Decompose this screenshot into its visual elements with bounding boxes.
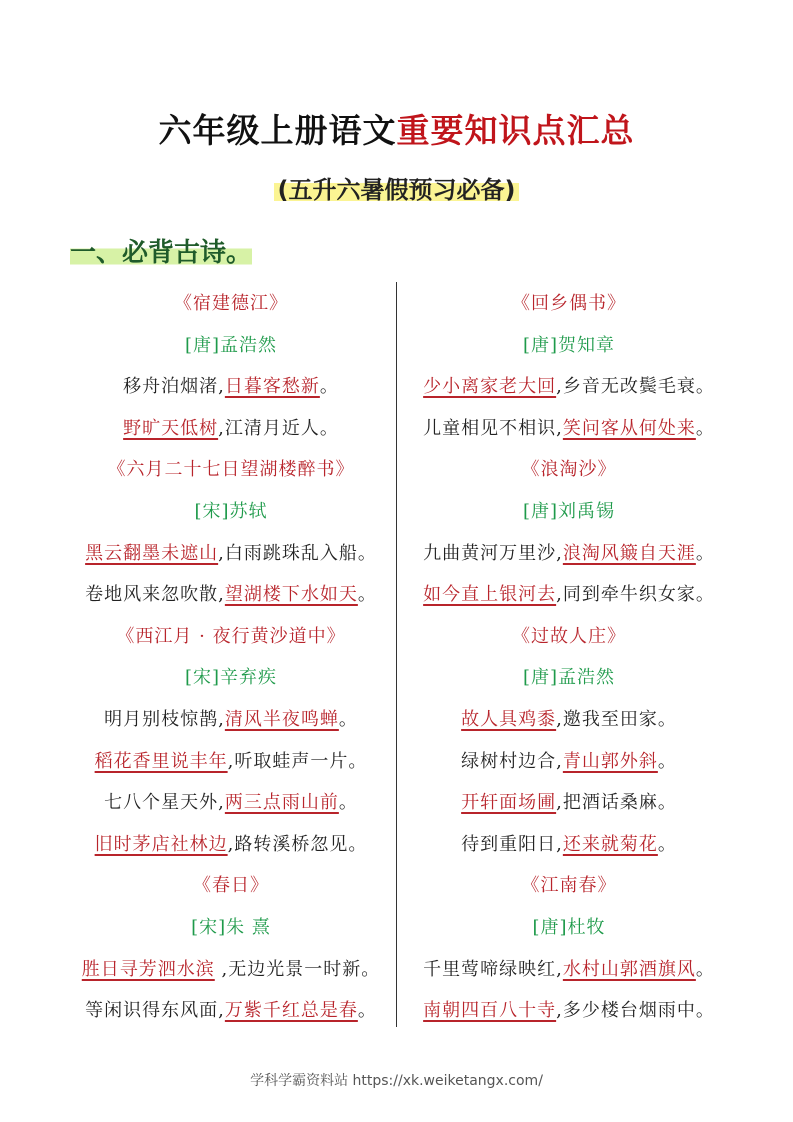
verse-text: 。: [338, 792, 358, 814]
section-heading: [70, 232, 252, 269]
poem-verse-line: [399, 699, 739, 741]
highlighted-verse: 两三点雨山前: [224, 792, 339, 814]
highlighted-verse: 清风半夜鸣蝉: [224, 708, 339, 730]
highlighted-verse: 水村山郭酒旗风: [562, 958, 696, 980]
poem-title: 《江南春》: [521, 875, 617, 897]
poem-verse-line: [66, 574, 396, 616]
poem-verse-line: [66, 949, 396, 991]
highlighted-verse: 南朝四百八十寺: [423, 1000, 557, 1022]
poem-author: [唐]孟浩然: [522, 667, 616, 689]
poem-title: 《回乡偶书》: [512, 293, 626, 314]
verse-text: 绿树村边合,: [461, 750, 563, 772]
poem-author: [宋]朱 熹: [191, 916, 271, 938]
title-red: 重要知识点汇总: [396, 111, 635, 150]
highlighted-verse: 青山郭外斜: [562, 750, 658, 772]
poem-verse-line: [399, 574, 739, 616]
poem-verse-line: [66, 699, 396, 741]
poem-author: [宋]苏轼: [194, 500, 268, 522]
verse-text: ,多少楼台烟雨中。: [556, 1000, 715, 1022]
poem-title: 《宿建德江》: [174, 293, 288, 314]
verse-text: 明月别枝惊鹊,: [104, 708, 225, 730]
highlighted-verse: 开轩面场圃: [461, 792, 557, 814]
highlighted-verse: 野旷天低树: [123, 417, 219, 439]
verse-text: 。: [695, 417, 715, 439]
verse-text: ,无边光景一时新。: [214, 958, 381, 980]
highlighted-verse: 旧时茅店社林边: [94, 833, 228, 855]
poem-verse-line: [66, 741, 396, 783]
document-subtitle: [0, 170, 793, 205]
document-title: [0, 105, 793, 152]
verse-text: 待到重阳日,: [461, 833, 563, 855]
highlighted-verse: 少小离家老大回: [423, 376, 557, 398]
poem-verse-line: [66, 408, 396, 450]
left-poem-column: [66, 283, 396, 1032]
poem-title: 《六月二十七日望湖楼醉书》: [107, 459, 355, 481]
poem-verse-line: [66, 782, 396, 824]
highlighted-verse: 胜日寻芳泗水滨: [81, 958, 215, 980]
poem-author: [宋]辛弃疾: [184, 667, 278, 689]
poem-verse-line: [399, 824, 739, 866]
highlighted-verse: 笑问客从何处来: [562, 417, 696, 439]
verse-text: 九曲黄河万里沙,: [423, 542, 563, 564]
highlighted-verse: 万紫千红总是春: [224, 1000, 358, 1022]
highlighted-verse: 还来就菊花: [562, 833, 658, 855]
verse-text: 。: [319, 376, 339, 398]
verse-text: 。: [338, 708, 358, 730]
poem-verse-line: [399, 366, 739, 408]
verse-text: 七八个星天外,: [104, 792, 225, 814]
poem-verse-line: [399, 533, 739, 575]
poem-verse-line: [66, 533, 396, 575]
section-heading-text: 一、必背古诗。: [70, 238, 253, 268]
footer-source: 学科学霸资料站 https://xk.weiketangx.com/: [250, 1073, 543, 1089]
poem-verse-line: [399, 990, 739, 1032]
poem-title: 《春日》: [193, 875, 269, 897]
highlighted-verse: 日暮客愁新: [224, 376, 320, 398]
verse-text: ,乡音无改鬓毛衰。: [556, 376, 715, 398]
verse-text: 。: [357, 1000, 377, 1022]
right-poem-column: [399, 283, 739, 1032]
verse-text: 等闲识得东风面,: [85, 1000, 225, 1022]
verse-text: 。: [695, 958, 715, 980]
poem-author: [唐]孟浩然: [184, 334, 278, 356]
highlighted-verse: 望湖楼下水如天: [224, 584, 358, 606]
poem-title: 《浪淘沙》: [521, 459, 617, 481]
verse-text: ,路转溪桥忽见。: [227, 833, 368, 855]
verse-text: ,同到牵牛织女家。: [556, 584, 715, 606]
highlighted-verse: 稻花香里说丰年: [94, 750, 228, 772]
verse-text: 千里莺啼绿映红,: [423, 958, 563, 980]
poem-title: 《过故人庄》: [512, 625, 626, 647]
verse-text: ,江清月近人。: [218, 417, 339, 439]
verse-text: 。: [695, 542, 715, 564]
verse-text: ,邀我至田家。: [556, 708, 677, 730]
verse-text: 移舟泊烟渚,: [123, 376, 225, 398]
verse-text: ,听取蛙声一片。: [227, 750, 368, 772]
highlighted-verse: 如今直上银河去: [423, 584, 557, 606]
poem-verse-line: [399, 949, 739, 991]
subtitle-text: (五升六暑假预习必备): [274, 176, 520, 204]
poem-title: 《西江月 · 夜行黄沙道中》: [116, 625, 346, 647]
poem-author: [唐]刘禹锡: [522, 500, 616, 522]
poem-verse-line: [399, 782, 739, 824]
verse-text: ,把酒话桑麻。: [556, 792, 677, 814]
highlighted-verse: 黑云翻墨未遮山: [85, 542, 219, 564]
column-divider: [396, 282, 397, 1027]
verse-text: 。: [357, 584, 377, 606]
verse-text: 。: [657, 750, 677, 772]
poem-verse-line: [66, 824, 396, 866]
title-black: 六年级上册语文: [158, 111, 397, 150]
verse-text: ,白雨跳珠乱入船。: [218, 542, 377, 564]
verse-text: 儿童相见不相识,: [423, 417, 563, 439]
poem-verse-line: [66, 366, 396, 408]
poem-verse-line: [399, 408, 739, 450]
poem-verse-line: [66, 990, 396, 1032]
verse-text: 卷地风来忽吹散,: [85, 584, 225, 606]
poem-author: [唐]杜牧: [532, 916, 606, 938]
poem-verse-line: [399, 741, 739, 783]
highlighted-verse: 故人具鸡黍: [461, 708, 557, 730]
highlighted-verse: 浪淘风簸自天涯: [562, 542, 696, 564]
poem-author: [唐]贺知章: [522, 334, 616, 356]
verse-text: 。: [657, 833, 677, 855]
